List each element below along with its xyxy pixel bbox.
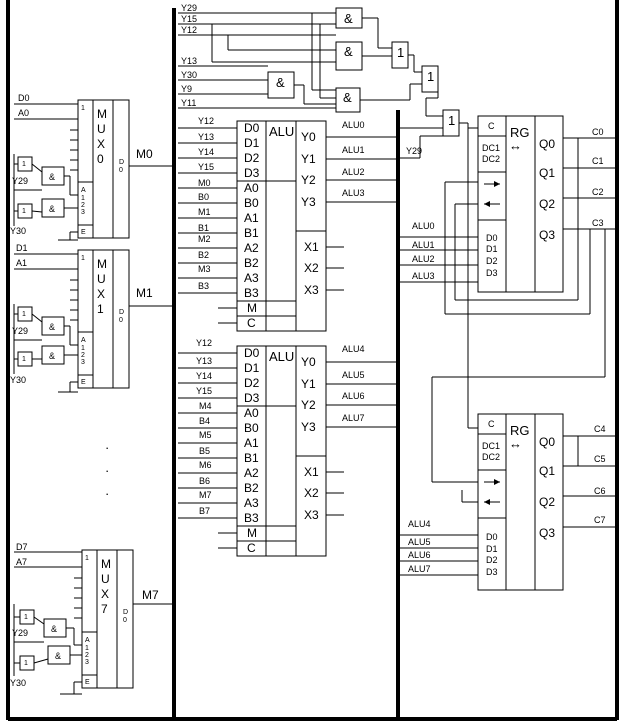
- alu-pin: X1: [304, 465, 319, 479]
- mux-pin-d-sub: 0: [119, 317, 123, 324]
- rg-input-label: ALU4: [408, 519, 431, 529]
- and-gate-label: &: [51, 624, 58, 634]
- mux-input-d: D0: [18, 93, 30, 103]
- rg-output-label: C1: [592, 156, 604, 166]
- alu-pin: Y2: [301, 398, 316, 412]
- alu-input-label: M5: [199, 430, 212, 440]
- rg-pin-dc1: DC1: [482, 143, 501, 153]
- mux-addr-pin: 1: [81, 195, 85, 202]
- rg-clock-label: Y29: [406, 146, 423, 156]
- rg-pin-d: D2: [486, 555, 498, 565]
- alu-input-label: M0: [198, 178, 211, 188]
- alu-pin: Y3: [301, 195, 316, 209]
- alu-pin: B3: [244, 286, 259, 300]
- alu-pin: B2: [244, 481, 259, 495]
- or-gate-label: 1: [427, 69, 435, 84]
- alu-input-label: M7: [199, 490, 212, 500]
- alu-pin: B1: [244, 451, 259, 465]
- alu-input-label: B1: [198, 223, 210, 233]
- mux-input-d: D7: [16, 542, 28, 552]
- rg-output-label: C0: [592, 127, 604, 137]
- alu-pin: D2: [244, 376, 260, 390]
- mux-addr-pin: A: [85, 637, 90, 644]
- alu-pin: M: [247, 301, 257, 315]
- alu-pin: B2: [244, 256, 259, 270]
- mux-title-letter: U: [97, 122, 106, 136]
- register-block-1: [398, 116, 617, 314]
- rg-output-label: C4: [594, 424, 606, 434]
- control-input-label: Y12: [181, 25, 198, 35]
- alu-pin: X2: [304, 261, 319, 275]
- mux-title-letter: X: [101, 587, 110, 601]
- rg-output-label: C7: [594, 515, 606, 525]
- mux-ctrl-label: Y29: [12, 326, 29, 336]
- or-gate-label: 1: [448, 113, 456, 128]
- rg-title: RG: [510, 423, 530, 438]
- mux-pin-d: D: [119, 309, 125, 316]
- alu-pin: X2: [304, 486, 319, 500]
- mux-block-0: [10, 93, 174, 240]
- rg-input-label: ALU3: [412, 271, 435, 281]
- mux-title-letter: M: [97, 107, 107, 121]
- rg-pin-q: Q2: [539, 197, 556, 211]
- alu-input-label: M4: [199, 401, 212, 411]
- mux-pin-one: 1: [81, 105, 85, 112]
- and-gate-label: &: [55, 651, 62, 661]
- mux-title-letter: 1: [97, 302, 104, 316]
- mux-pin-one: 1: [85, 555, 89, 562]
- alu-output-label: ALU7: [342, 413, 365, 423]
- and-gate-label: &: [49, 351, 56, 361]
- alu-pin: B3: [244, 511, 259, 525]
- and-gate-label: &: [49, 172, 56, 182]
- alu-title: ALU: [269, 349, 295, 364]
- mux-ctrl-label: Y29: [12, 628, 29, 638]
- rg-title: RG: [510, 125, 530, 140]
- and-gate-label: &: [344, 44, 353, 59]
- mux-input-d: D1: [16, 243, 28, 253]
- rg-pin-dc1: DC1: [482, 441, 501, 451]
- rg-pin-d: D1: [486, 544, 498, 554]
- mux-output: M7: [142, 588, 159, 602]
- alu-input-label: B6: [199, 476, 211, 486]
- ellipsis-dot: ·: [105, 486, 110, 501]
- alu-pin: B0: [244, 196, 259, 210]
- rg-output-label: C3: [592, 218, 604, 228]
- mux-addr-pin: 3: [85, 659, 89, 666]
- rg-input-label: ALU6: [408, 550, 431, 560]
- control-input-label: Y15: [181, 14, 198, 24]
- alu-title: ALU: [269, 124, 295, 139]
- mux-ellipsis: [105, 440, 109, 501]
- alu-pin: A0: [244, 181, 259, 195]
- alu-pin: D1: [244, 136, 260, 150]
- mux-input-a: A0: [18, 108, 30, 118]
- alu-pin: Y1: [301, 152, 316, 166]
- alu-output-label: ALU6: [342, 391, 365, 401]
- alu-output-label: ALU2: [342, 167, 365, 177]
- rg-pin-q: Q0: [539, 435, 556, 449]
- mux-ctrl-label: Y30: [10, 678, 27, 688]
- not-gate-label: 1: [22, 311, 26, 318]
- alu-input-label: Y12: [198, 116, 215, 126]
- alu-left-pins: [244, 121, 260, 330]
- alu-block-2: [178, 338, 398, 556]
- rg-pin-q: Q0: [539, 137, 556, 151]
- alu-input-label: B5: [199, 446, 211, 456]
- and-gate-label: &: [343, 90, 352, 105]
- rg-pin-c: C: [488, 419, 495, 429]
- mux-enable-pin: E: [81, 229, 86, 236]
- mux-enable-pin: E: [81, 379, 86, 386]
- mux-title-letter: X: [97, 137, 106, 151]
- alu-input-label: Y13: [196, 356, 213, 366]
- alu-input-label: Y15: [198, 162, 215, 172]
- mux-output: M1: [136, 286, 153, 300]
- rg-pin-d: D0: [486, 233, 498, 243]
- rg-pin-d: D1: [486, 244, 498, 254]
- not-gate-label: 1: [22, 208, 26, 215]
- mux-addr-pin: 2: [81, 352, 85, 359]
- rg-pin-d: D3: [486, 567, 498, 577]
- alu-input-label: B4: [199, 416, 211, 426]
- alu-pin: Y3: [301, 420, 316, 434]
- alu-pin: A0: [244, 406, 259, 420]
- rg-pin-q: Q2: [539, 495, 556, 509]
- alu-pin: C: [247, 541, 256, 555]
- or-gate-label: 1: [397, 45, 405, 60]
- mux-pin-one: 1: [81, 255, 85, 262]
- rg-pin-dc2: DC2: [482, 452, 501, 462]
- mux-enable-pin: E: [85, 679, 90, 686]
- alu-pin: M: [247, 526, 257, 540]
- control-gates: [178, 3, 478, 428]
- alu-pin: A1: [244, 436, 259, 450]
- alu-pin: D2: [244, 151, 260, 165]
- rg-pin-dc2: DC2: [482, 154, 501, 164]
- rg-input-label: ALU0: [412, 221, 435, 231]
- mux-pin-d-sub: 0: [119, 167, 123, 174]
- alu-block-1: [178, 116, 398, 331]
- mux-title-letter: M: [97, 257, 107, 271]
- rg-input-label: ALU1: [412, 240, 435, 250]
- mux-title-letter: 7: [101, 602, 108, 616]
- rg-pin-q: Q3: [539, 228, 556, 242]
- rg-shift-arrow-icon: ↔: [509, 436, 522, 451]
- mux-ctrl-label: Y30: [10, 375, 27, 385]
- not-gate-label: 1: [22, 161, 26, 168]
- alu-pin: A3: [244, 271, 259, 285]
- alu-pin: D3: [244, 391, 260, 405]
- mux-pin-d: D: [123, 609, 129, 616]
- alu-output-label: ALU0: [342, 120, 365, 130]
- alu-pin: Y0: [301, 130, 316, 144]
- alu-pin: D0: [244, 346, 260, 360]
- and-gate-label: &: [49, 322, 56, 332]
- not-gate-label: 1: [24, 660, 28, 667]
- rg-output-label: C2: [592, 187, 604, 197]
- ellipsis-dot: ·: [105, 463, 110, 478]
- alu-pin: B0: [244, 421, 259, 435]
- alu-pin: X3: [304, 283, 319, 297]
- alu-pin: X3: [304, 508, 319, 522]
- alu-output-label: ALU5: [342, 370, 365, 380]
- not-gate-label: 1: [22, 356, 26, 363]
- alu-pin: Y1: [301, 377, 316, 391]
- rg-shift-arrow-icon: ↔: [509, 138, 522, 153]
- mux-title-letter: 0: [97, 152, 104, 166]
- alu-pin: A1: [244, 211, 259, 225]
- alu-input-label: M2: [198, 234, 211, 244]
- mux-title-letter: X: [97, 287, 106, 301]
- alu-input-label: B2: [198, 250, 210, 260]
- control-input-label: Y13: [181, 56, 198, 66]
- and-gate-label: &: [344, 11, 353, 26]
- control-input-label: Y29: [181, 3, 198, 13]
- alu-input-label: B3: [198, 281, 210, 291]
- mux-addr-pin: A: [81, 337, 86, 344]
- rg-output-label: C6: [594, 486, 606, 496]
- alu-pin: A2: [244, 466, 259, 480]
- alu-pin: X1: [304, 240, 319, 254]
- rg-input-label: ALU2: [412, 254, 435, 264]
- mux-ctrl-label: Y30: [10, 226, 27, 236]
- mux-addr-pin: 3: [81, 359, 85, 366]
- control-input-label: Y30: [181, 70, 198, 80]
- mux-pin-d: D: [119, 159, 125, 166]
- alu-pin: B1: [244, 226, 259, 240]
- alu-output-label: ALU4: [342, 344, 365, 354]
- alu-input-label: Y14: [198, 147, 215, 157]
- rg-pin-c: C: [488, 121, 495, 131]
- mux-title-letter: U: [101, 572, 110, 586]
- alu-input-label: B0: [198, 192, 210, 202]
- alu-pin: D3: [244, 166, 260, 180]
- alu-pin: D1: [244, 361, 260, 375]
- mux-addr-pin: 2: [81, 202, 85, 209]
- alu-input-label: B7: [199, 506, 211, 516]
- ellipsis-dot: ·: [105, 440, 110, 455]
- rg-pin-d: D2: [486, 256, 498, 266]
- alu-input-label: Y15: [196, 386, 213, 396]
- alu-output-label: ALU3: [342, 188, 365, 198]
- and-gate-label: &: [49, 204, 56, 214]
- alu-input-label: Y13: [198, 132, 215, 142]
- mux-block-7: [10, 542, 174, 694]
- mux-addr-pin: 1: [85, 645, 89, 652]
- alu-output-label: ALU1: [342, 145, 365, 155]
- mux-output: M0: [136, 147, 153, 161]
- mux-input-a: A1: [16, 258, 28, 268]
- mux-block-1: [10, 243, 174, 392]
- alu-input-label: Y14: [196, 371, 213, 381]
- rg-pin-d: D0: [486, 532, 498, 542]
- rg-input-label: ALU7: [408, 564, 431, 574]
- rg-pin-q: Q3: [539, 526, 556, 540]
- rg-input-label: ALU5: [408, 537, 431, 547]
- alu-pin: A2: [244, 241, 259, 255]
- mux-addr-pin: 2: [85, 652, 89, 659]
- mux-addr-pin: 1: [81, 345, 85, 352]
- mux-addr-pin: A: [81, 187, 86, 194]
- alu-input-label: M3: [198, 264, 211, 274]
- mux-ctrl-label: Y29: [12, 176, 29, 186]
- alu-pin: D0: [244, 121, 260, 135]
- not-gate-label: 1: [24, 614, 28, 621]
- alu-input-label: Y12: [196, 338, 213, 348]
- mux-pin-d-sub: 0: [123, 617, 127, 624]
- alu-pin: Y0: [301, 355, 316, 369]
- mux-addr-pin: 3: [81, 209, 85, 216]
- mux-title-letter: U: [97, 272, 106, 286]
- mux-title-letter: M: [101, 557, 111, 571]
- alu-pin: C: [247, 316, 256, 330]
- and-gate-label: &: [276, 75, 285, 90]
- rg-pin-q: Q1: [539, 464, 556, 478]
- control-input-label: Y11: [181, 98, 197, 108]
- alu-input-label: M6: [199, 460, 212, 470]
- alu-input-label: M1: [198, 207, 211, 217]
- mux-input-a: A7: [16, 557, 28, 567]
- alu-left-pins: [244, 346, 260, 555]
- rg-output-label: C5: [594, 454, 606, 464]
- rg-pin-q: Q1: [539, 166, 556, 180]
- alu-pin: A3: [244, 496, 259, 510]
- control-input-label: Y9: [181, 84, 193, 94]
- alu-pin: Y2: [301, 173, 316, 187]
- rg-pin-d: D3: [486, 268, 498, 278]
